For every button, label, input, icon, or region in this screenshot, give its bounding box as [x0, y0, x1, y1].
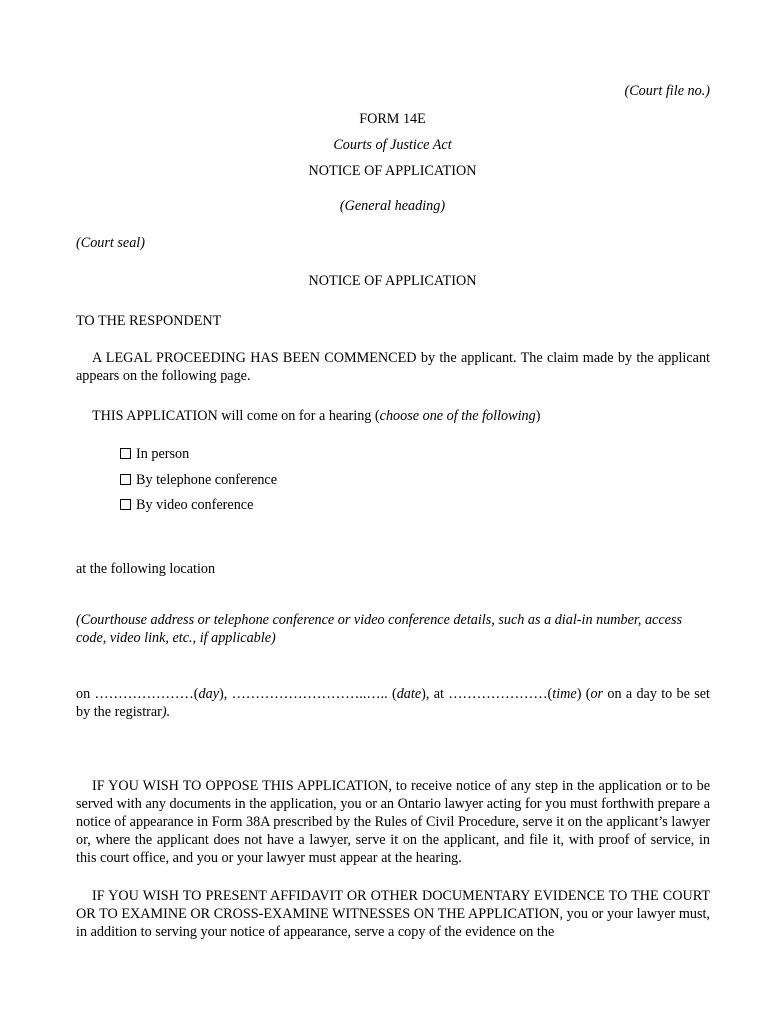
- date-on: on …………………(: [76, 686, 199, 702]
- oppose-rest: , to receive notice of any step in the application or to be served with any documents in the application, you or an Ontario lawyer acting for you must forthwith prepare a notice of appearance in Form 38A prescribed by the Rules of Civil Procedure, serve it on the applicant’s lawyer or, where the applicant does not have a lawyer, serve it on the applicant, and file it, with proof of service, in this court office, and you or your lawyer must appear at the hearing.: [76, 778, 710, 866]
- hearing-caps: THIS APPLICATION: [92, 408, 218, 424]
- checkbox-video-conference[interactable]: [120, 499, 131, 510]
- date-after-day: ), ………………………..….. (: [219, 686, 397, 702]
- court-file-number: (Court file no.): [624, 83, 710, 99]
- hearing-mid: will come on for a hearing (: [217, 408, 380, 424]
- form-title: NOTICE OF APPLICATION: [308, 163, 477, 179]
- form-number: FORM 14E: [359, 111, 426, 127]
- checkbox-in-person[interactable]: [120, 448, 131, 459]
- oppose-paragraph: [76, 777, 710, 867]
- option-video-conference[interactable]: [120, 496, 253, 514]
- option-telephone-conference[interactable]: [120, 471, 277, 489]
- to-respondent-line: TO THE RESPONDENT: [76, 313, 222, 329]
- date-time-label: time: [552, 686, 577, 702]
- affidavit-rest: , you or your lawyer must, in addition to serving your notice of appearance, serve a copy of the evidence on the: [76, 906, 710, 940]
- date-or: or: [590, 686, 604, 702]
- affidavit-paragraph: [76, 887, 710, 941]
- oppose-caps: IF YOU WISH TO OPPOSE THIS APPLICATION: [92, 778, 389, 794]
- date-day-label: day: [198, 686, 220, 702]
- date-after-time: ) (: [576, 686, 591, 702]
- option-label: By video conference: [136, 497, 254, 513]
- option-label: In person: [136, 446, 190, 462]
- court-seal: (Court seal): [76, 235, 145, 251]
- commenced-rest: by the applicant. The claim made by the applicant appears on the following page.: [76, 350, 711, 384]
- general-heading: (General heading): [339, 198, 446, 214]
- date-date-label: date: [396, 686, 422, 702]
- hearing-paragraph: [92, 407, 540, 425]
- date-close: ).: [161, 704, 171, 720]
- affidavit-caps: IF YOU WISH TO PRESENT AFFIDAVIT OR OTHER DOCUMENTARY EVIDENCE TO THE COURT OR TO EXAMINE OR CROSS-EXAMINE WITNESSES ON THE APPLICATION: [76, 888, 710, 922]
- date-tail: on a day to be set by the registrar: [76, 686, 710, 720]
- commenced-caps: A LEGAL PROCEEDING HAS BEEN COMMENCED: [92, 350, 417, 366]
- hearing-italic: choose one of the following: [379, 408, 536, 424]
- hearing-end: ): [535, 408, 541, 424]
- checkbox-telephone-conference[interactable]: [120, 474, 131, 485]
- commenced-paragraph: [76, 349, 710, 385]
- location-details: (Courthouse address or telephone conference or video conference details, such as a dial-in number, access code, video link, etc., if applicable): [76, 612, 682, 646]
- option-in-person[interactable]: [120, 445, 189, 463]
- date-line: [76, 685, 710, 721]
- notice-title: NOTICE OF APPLICATION: [308, 273, 477, 289]
- act-name: Courts of Justice Act: [333, 137, 452, 153]
- date-after-date: ), at …………………(: [421, 686, 553, 702]
- option-label: By telephone conference: [136, 472, 278, 488]
- location-line: at the following location: [76, 561, 216, 577]
